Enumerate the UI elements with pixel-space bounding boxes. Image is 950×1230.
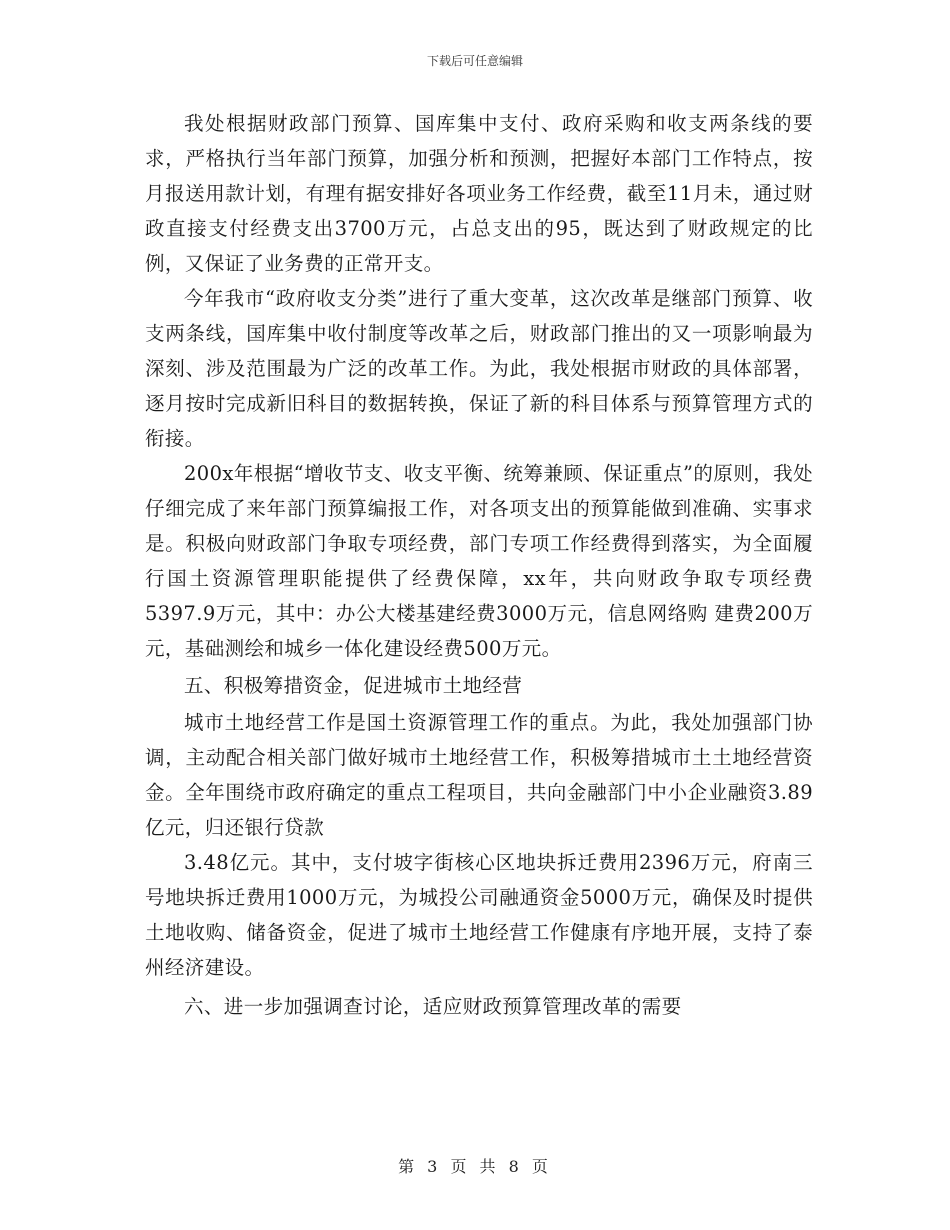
section-heading-six: 六、进一步加强调查讨论，适应财政预算管理改革的需要 (184, 995, 682, 1018)
paragraph-budget-execution: 我处根据财政部门预算、国库集中支付、政府采购和收支两条线的要求，严格执行当年部门预算，加强分析和预测，把握好本部门工作特点，按月报送用款计划，有理有据安排好各项业务工作经费，截至11月未，通过财政直接支付经费支出3700万元，占总支出的95，既达到了财政规定的比例，又保证了业务费的正常开支。 (145, 112, 813, 275)
paragraph-land-operation: 城市土地经营工作是国土资源管理工作的重点。为此，我处加强部门协调，主动配合相关部门做好城市土地经营工作，积极筹措城市土土地经营资金。全年围绕市政府确定的重点工程项目，共向金融部门中小企业融资3.89亿元，归还银行贷款 (145, 711, 813, 839)
page-number: 第 3 页 共 8 页 (398, 1157, 552, 1176)
document-body (145, 106, 813, 1026)
paragraph-land-funds: 3.48亿元。其中，支付坡字街核心区地块拆迁费用2396万元，府南三号地块拆迁费用1000万元，为城投公司融通资金5000万元，确保及时提供土地收购、储备资金，促进了城市土地经营工作健康有序地开展，支持了泰州经济建设。 (145, 851, 813, 979)
paragraph-budget-preparation: 200x年根据“增收节支、收支平衡、统筹兼顾、保证重点”的原则，我处仔细完成了来年部门预算编报工作，对各项支出的预算能做到准确、实事求是。积极向财政部门争取专项经费，部门专项工作经费得到落实，为全面履行国土资源管理职能提供了经费保障，xx年，共向财政争取专项经费5397.9万元，其中：办公大楼基建经费3000万元，信息网络购 建费200万元，基础测绘和城乡一体化建设经费500万元。 (145, 462, 813, 660)
paragraph-classification-reform: 今年我市“政府收支分类”进行了重大变革，这次改革是继部门预算、收支两条线，国库集中收付制度等改革之后，财政部门推出的又一项影响最为深刻、涉及范围最为广泛的改革工作。为此，我处根据市财政的具体部署，逐月按时完成新旧科目的数据转换，保证了新的科目体系与预算管理方式的衔接。 (145, 287, 813, 450)
section-heading-five: 五、积极筹措资金，促进城市土地经营 (184, 674, 523, 697)
page-header: 下载后可任意编辑 (426, 54, 523, 68)
